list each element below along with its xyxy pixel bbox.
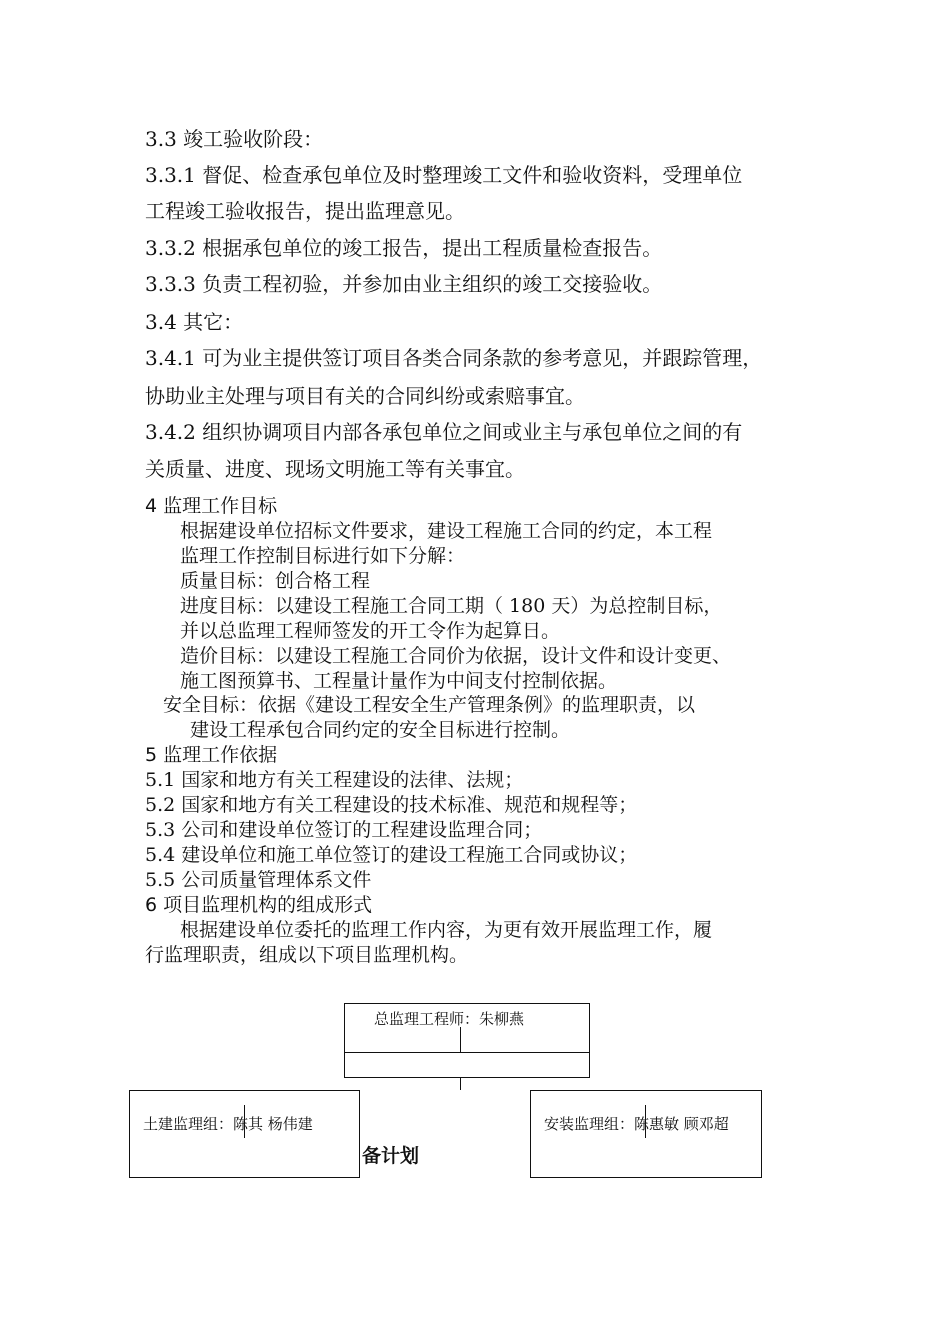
item-3-4-2-line1: 3.4.2 组织协调项目内部各承包单位之间或业主与承包单位之间的有 bbox=[145, 420, 743, 444]
item-3-4-1-line1: 3.4.1 可为业主提供签订项目各类合同条款的参考意见，并跟踪管理， bbox=[145, 346, 763, 370]
connector-line bbox=[460, 1078, 461, 1090]
install-group-label: 安装监理组：陈惠敏 顾邓超 bbox=[544, 1115, 729, 1133]
cost-goal-line2: 施工图预算书、工程量计量作为中间支付控制依据。 bbox=[180, 670, 618, 692]
civil-group-label: 土建监理组：陈其 杨伟建 bbox=[143, 1115, 313, 1133]
section-3-4-title: 3.4 其它： bbox=[145, 310, 244, 334]
section-5-heading: 5 监理工作依据 bbox=[145, 744, 278, 766]
section-4-heading: 4 监理工作目标 bbox=[145, 495, 278, 517]
basis-item: 5.2 国家和地方有关工程建设的技术标准、规范和规程等； bbox=[145, 794, 638, 816]
schedule-goal-line2: 并以总监理工程师签发的开工令作为起算日。 bbox=[180, 620, 561, 642]
item-3-4-1-line2: 协助业主处理与项目有关的合同纠纷或索赔事宜。 bbox=[145, 384, 585, 408]
quality-goal: 质量目标：创合格工程 bbox=[180, 570, 371, 592]
basis-item: 5.3 公司和建设单位签订的工程建设监理合同； bbox=[145, 819, 543, 841]
section-4-intro-line2: 监理工作控制目标进行如下分解： bbox=[180, 545, 466, 567]
safety-goal-line1: 安全目标：依据《建设工程安全生产管理条例》的监理职责，以 bbox=[163, 694, 696, 716]
chief-box-divider bbox=[344, 1052, 590, 1053]
chief-box-inner-line bbox=[460, 1027, 461, 1052]
item-3-3-2: 3.3.2 根据承包单位的竣工报告，提出工程质量检查报告。 bbox=[145, 236, 663, 260]
basis-item: 5.1 国家和地方有关工程建设的法律、法规； bbox=[145, 769, 524, 791]
safety-goal-line2: 建设工程承包合同约定的安全目标进行控制。 bbox=[190, 719, 571, 741]
item-3-3-1-line2: 工程竣工验收报告，提出监理意见。 bbox=[145, 199, 465, 223]
cost-goal-line1: 造价目标：以建设工程施工合同价为依据，设计文件和设计变更、 bbox=[180, 645, 732, 667]
section-6-para-line1: 根据建设单位委托的监理工作内容，为更有效开展监理工作，履 bbox=[180, 919, 713, 941]
chief-supervisor-label: 总监理工程师：朱柳燕 bbox=[374, 1010, 525, 1028]
basis-item: 5.5 公司质量管理体系文件 bbox=[145, 869, 372, 891]
item-3-3-3: 3.3.3 负责工程初验，并参加由业主组织的竣工交接验收。 bbox=[145, 272, 663, 296]
section-6-para-line2: 行监理职责，组成以下项目监理机构。 bbox=[145, 944, 469, 966]
section-3-3-title: 3.3 竣工验收阶段： bbox=[145, 127, 324, 151]
schedule-goal-line1: 进度目标：以建设工程施工合同工期（ 180 天）为总控制目标， bbox=[180, 595, 723, 617]
section-4-intro-line1: 根据建设单位招标文件要求，建设工程施工合同的约定，本工程 bbox=[180, 520, 713, 542]
basis-item: 5.4 建设单位和施工单位签订的建设工程施工合同或协议； bbox=[145, 844, 638, 866]
section-6-heading: 6 项目监理机构的组成形式 bbox=[145, 894, 373, 916]
item-3-4-2-line2: 关质量、进度、现场文明施工等有关事宜。 bbox=[145, 457, 525, 481]
overlapping-heading-fragment: 备计划 bbox=[362, 1145, 420, 1167]
item-3-3-1-line1: 3.3.1 督促、检查承包单位及时整理竣工文件和验收资料，受理单位 bbox=[145, 163, 743, 187]
install-group-box bbox=[530, 1090, 762, 1178]
